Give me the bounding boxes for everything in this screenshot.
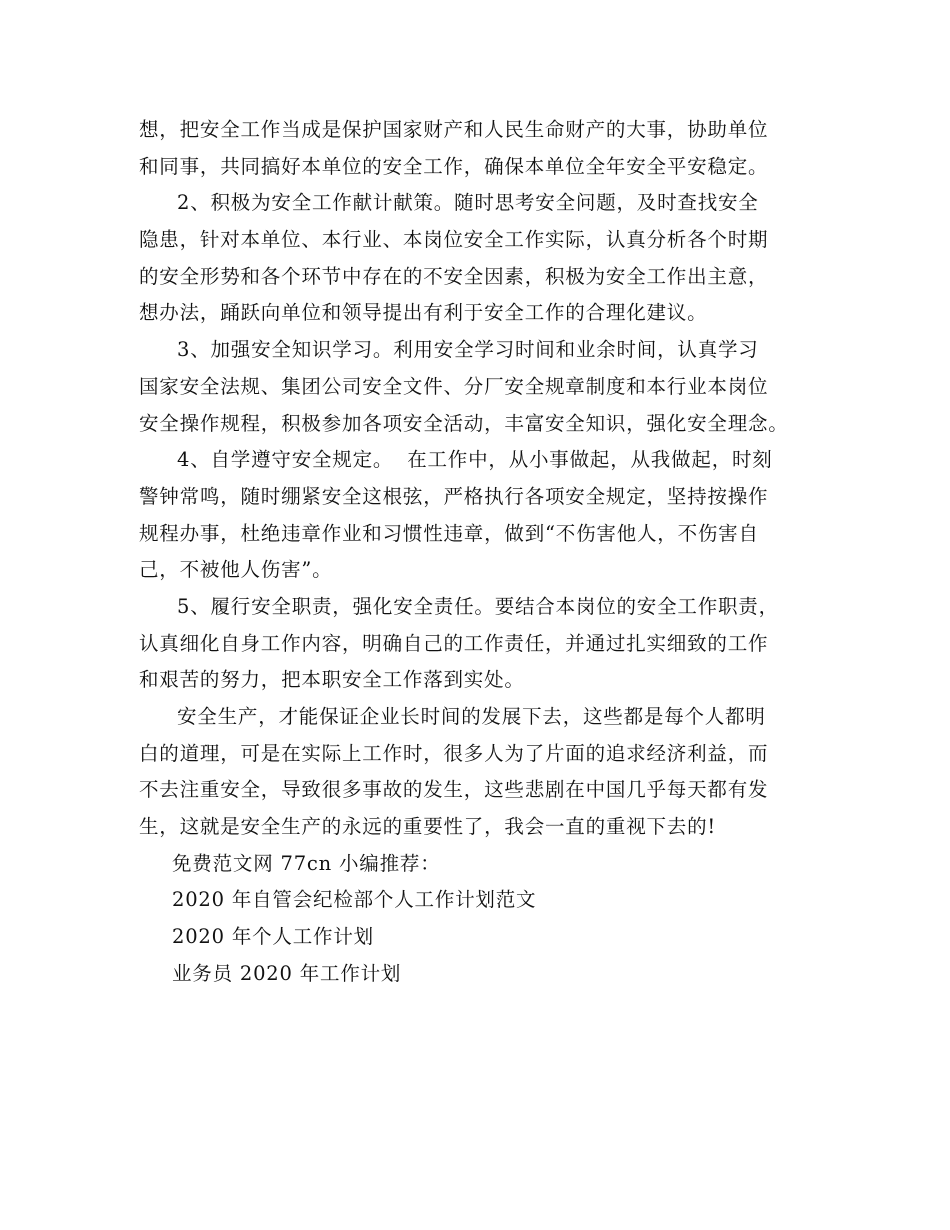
text-line: 认真细化自身工作内容，明确自己的工作责任，并通过扎实细致的工作: [139, 631, 769, 655]
paragraph-start-line: 5、履行安全职责，强化安全责任。要结合本岗位的安全工作职责，: [177, 594, 779, 618]
text-line: 隐患，针对本单位、本行业、本岗位安全工作实际，认真分析各个时期: [139, 228, 769, 252]
paragraph-start-line: 4、自学遵守安全规定。 在工作中，从小事做起，从我做起，时刻: [177, 448, 773, 472]
paragraph-start-line: 安全生产，才能保证企业长时间的发展下去，这些都是每个人都明: [177, 705, 766, 728]
text-line: 己，不被他人伤害”。: [139, 558, 333, 582]
text-line: 想办法，踊跃向单位和领导提出有利于安全工作的合理化建议。: [139, 301, 708, 325]
text-line: 规程办事，杜绝违章作业和习惯性违章，做到“不伤害他人，不伤害自: [139, 521, 759, 545]
text-line: 不去注重安全，导致很多事故的发生，这些悲剧在中国几乎每天都有发: [139, 778, 769, 802]
text-line: 警钟常鸣，随时绷紧安全这根弦，严格执行各项安全规定，坚持按操作: [139, 484, 769, 508]
recommend-link[interactable]: 业务员 2020 年工作计划: [172, 961, 402, 985]
text-line: 白的道理，可是在实际上工作时，很多人为了片面的追求经济利益，而: [139, 741, 769, 765]
text-line: 和艰苦的努力，把本职安全工作落到实处。: [139, 668, 525, 692]
recommend-link[interactable]: 2020 年自管会纪检部个人工作计划范文: [172, 888, 537, 912]
text-line: 和同事，共同搞好本单位的安全工作，确保本单位全年安全平安稳定。: [139, 154, 769, 178]
recommend-title: 免费范文网 77cn 小编推荐：: [172, 851, 441, 875]
document-body: [139, 112, 829, 993]
paragraph-start-line: 3、加强安全知识学习。利用安全学习时间和业余时间，认真学习: [177, 338, 759, 362]
text-line: 安全操作规程，积极参加各项安全活动，丰富安全知识，强化安全理念。: [139, 411, 789, 435]
text-line: 想，把安全工作当成是保护国家财产和人民生命财产的大事，协助单位: [139, 118, 769, 141]
text-line: 生，这就是安全生产的永远的重要性了，我会一直的重视下去的!: [139, 815, 717, 839]
text-line: 国家安全法规、集团公司安全文件、分厂安全规章制度和本行业本岗位: [139, 374, 769, 398]
text-line: 的安全形势和各个环节中存在的不安全因素，积极为安全工作出主意，: [139, 264, 769, 288]
paragraph-start-line: 2、积极为安全工作献计献策。随时思考安全问题，及时查找安全: [177, 191, 759, 215]
recommend-link[interactable]: 2020 年个人工作计划: [172, 925, 374, 949]
